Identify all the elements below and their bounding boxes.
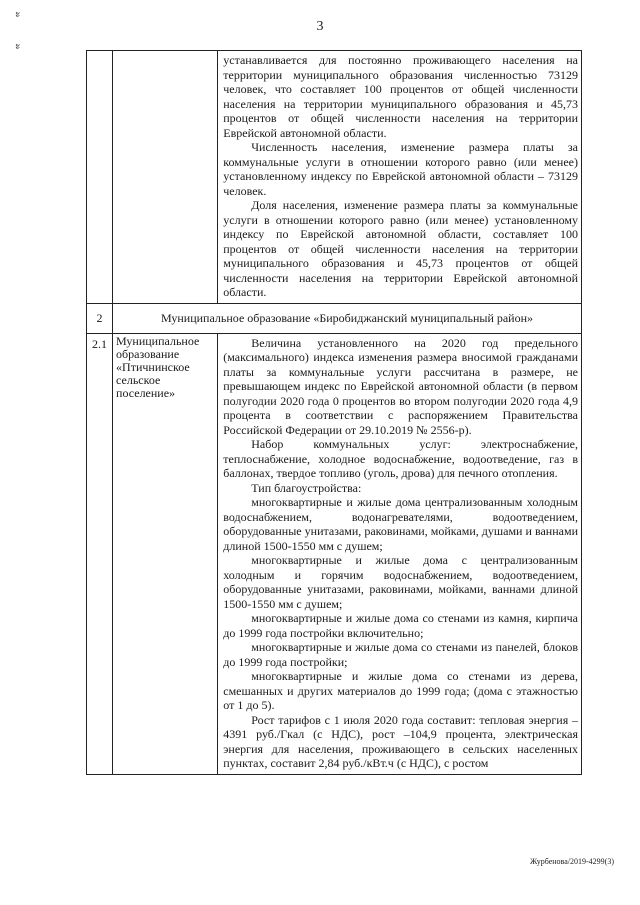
paragraph: многоквартирные и жилые дома централизованным холодным водоснабжением, водонагревателями, водоотведением, оборудованные унитазами, раковинами, мойками, душами и ваннами длиной 1500-1550 мм с душем; [223, 495, 578, 553]
paragraph: Набор коммунальных услуг: электроснабжение, теплоснабжение, холодное водоснабжение, водоотведение, газ в баллонах, твердое топливо (уголь, дрова) для печного отопления. [223, 437, 578, 480]
table-row-continued [87, 51, 582, 304]
paragraph: устанавливается для постоянно проживающего населения на территории муниципального образования численностью 73129 человек, что составляет 100 процентов от общей численности населения на территории муниципального образования и 45,73 процентов от общей численности населения на территории Еврейской автономной области. [223, 53, 578, 140]
footer-reference: Журбенова/2019-4299(3) [529, 857, 614, 866]
page-number: 3 [316, 19, 324, 34]
paragraph: многоквартирные и жилые дома со стенами из дерева, смешанных и других материалов до 1999 года; (дома с этажностью от 1 до 5). [223, 669, 578, 712]
section-number: 2 [87, 303, 113, 333]
section-title: Муниципальное образование «Биробиджанский муниципальный район» [113, 303, 582, 333]
paragraph: Численность населения, изменение размера платы за коммунальные услуги в отношении которого равно (или менее) установленному индексу по Еврейской автономной области – 73129 человек. [223, 140, 578, 198]
row-content-cell [218, 333, 582, 774]
corner-mark-top: ะ [15, 9, 21, 20]
document-table [86, 50, 582, 775]
municipality-name: Муниципальное образование «Птичнинское сельское поселение» [113, 333, 218, 774]
corner-mark-bottom: ะ [15, 41, 21, 52]
paragraph: Величина установленного на 2020 год предельного (максимального) индекса изменения размера вносимой гражданами платы за коммунальные услуги рассчитана в размере, не превышающем индекс по Еврейской автономной области (в первом полугодии 2020 года 0 процентов во втором полугодии 2020 года 4,9 процента в соответствии с распоряжением Правительства Российской Федерации от 29.10.2019 № 2556-р). [223, 335, 578, 437]
paragraph: Доля населения, изменение размера платы за коммунальные услуги в отношении которого равно (или менее) установленному индексу по Еврейской автономной области, составляет 100 процентов от общей численности населения на территории муниципального образования и 45,73 процентов от общей численности населения на территории Еврейской автономной области. [223, 198, 578, 299]
paragraph: Тип благоустройства: [251, 480, 362, 495]
paragraph: многоквартирные и жилые дома со стенами из панелей, блоков до 1999 года постройки; [223, 640, 578, 669]
table-row-2-1 [87, 333, 582, 774]
row-number-cell [87, 51, 113, 304]
table-row-section [87, 303, 582, 333]
paragraph: Рост тарифов с 1 июля 2020 года составит: тепловая энергия – 4391 руб./Гкал (с НДС), рост –104,9 процента, электрическая энергия для населения, проживающего в сельских населенных пунктах, составит 2,84 руб./кВт.ч (с НДС), с ростом [223, 712, 578, 770]
row-number: 2.1 [87, 333, 113, 774]
paragraph: многоквартирные и жилые дома со стенами из камня, кирпича до 1999 года постройки включительно; [223, 611, 578, 640]
row-content-cell [218, 51, 582, 304]
paragraph: многоквартирные и жилые дома с централизованным холодным и горячим водоснабжением, водоотведением, оборудованные унитазами, раковинами, мойками, ваннами длиной 1500-1550 мм с душем; [223, 553, 578, 611]
row-name-cell [113, 51, 218, 304]
